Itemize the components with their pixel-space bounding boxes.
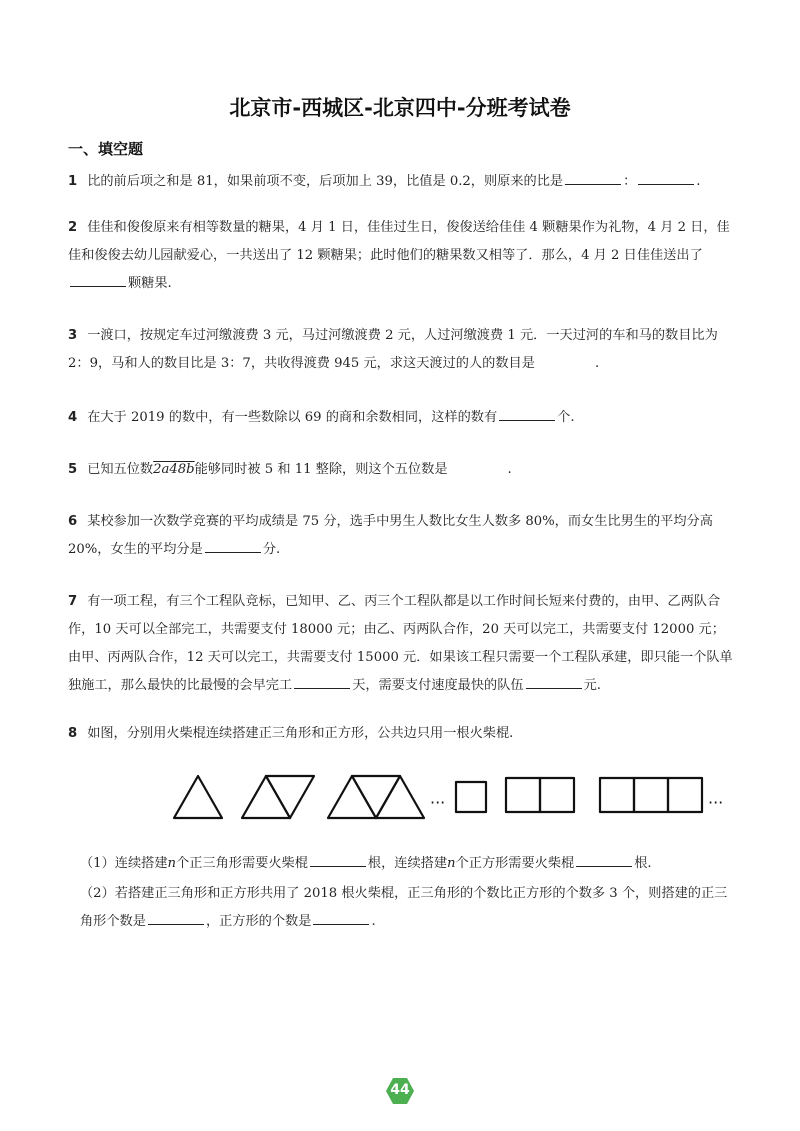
- question-number: 7: [68, 594, 78, 609]
- question-end: .: [507, 462, 512, 477]
- triangle-shape: [266, 776, 314, 818]
- question-text-tail: 能够同时被 5 和 11 整除，则这个五位数是: [194, 462, 448, 477]
- question-6: [68, 508, 734, 564]
- question-text-mid: 天，需要支付速度最快的队伍: [352, 678, 524, 693]
- question-end: .: [594, 356, 600, 371]
- question-text: 有一项工程，有三个工程队竞标，已知甲、乙、丙三个工程队都是以工作时间长短来付费的，由甲、乙两队合作，10 天可以全部完工，共需要支付 18000 元；由乙、丙两队合作，20 天可以完工，共需要支付 12000 元；由甲、丙两队合作，12 天可以完工，共需要支付 15000 元．如果该工程只需要一个工程队承建，即只能一个队单独施工，那么最快的比最慢的会早完工: [68, 594, 733, 693]
- page-number: 44: [390, 1082, 410, 1098]
- square-shape: [634, 778, 668, 812]
- square-shape: [540, 778, 574, 812]
- ratio-separator: ：: [623, 174, 637, 189]
- question-number: 2: [68, 220, 78, 235]
- question-text: 一渡口，按规定车过河缴渡费 3 元，马过河缴渡费 2 元，人过河缴渡费 1 元．一天过河的车和马的数目比为 2：9，马和人的数目比是 3：7，共收得渡费 945 元，求这天渡过的人的数目是: [68, 328, 718, 371]
- triangle-shape: [242, 776, 290, 818]
- question-number: 8: [68, 726, 78, 741]
- answer-blank[interactable]: [313, 910, 369, 925]
- question-text-tail: 颗糖果.: [128, 276, 172, 291]
- variable-n: n: [167, 856, 177, 871]
- question-text: 在大于 2019 的数中，有一些数除以 69 的商和余数相同，这样的数有: [87, 410, 498, 425]
- question-4: [68, 404, 734, 432]
- matchstick-figure: [170, 768, 740, 828]
- question-3: [68, 322, 734, 378]
- section-heading: 一、填空题: [68, 140, 144, 158]
- ellipsis-1: ···: [430, 793, 446, 812]
- page-number-badge: [385, 1076, 415, 1106]
- question-text: 如图，分别用火柴棍连续搭建正三角形和正方形，公共边只用一根火柴棍.: [87, 726, 514, 741]
- question-end: .: [696, 174, 701, 189]
- answer-blank[interactable]: [565, 170, 621, 185]
- square-shape: [456, 782, 486, 812]
- question-text: 佳佳和俊俊原来有相等数量的糖果，4 月 1 日，佳佳过生日，俊俊送给佳佳 4 颗糖果作为礼物，4 月 2 日，佳佳和俊俊去幼儿园献爱心，一共送出了 12 颗糖果；此时他们的糖果数又相等了．那么，4 月 2 日佳佳送出了: [68, 220, 730, 263]
- subquestion-2: [80, 880, 740, 936]
- sub-text: 若搭建正三角形和正方形共用了 2018 根火柴棍，正三角形的个数比正方形的个数多 3 个，则搭建的正三角形个数是: [80, 886, 728, 929]
- subquestion-1: [80, 850, 740, 878]
- triangle-shape: [352, 776, 400, 818]
- question-1: [68, 168, 734, 196]
- sub-text: 根.: [634, 856, 652, 871]
- answer-blank[interactable]: [148, 910, 204, 925]
- question-text-tail: 分.: [262, 542, 281, 557]
- triangle-shape: [328, 776, 376, 818]
- square-shape: [600, 778, 634, 812]
- variable-n: n: [447, 856, 456, 871]
- question-text: 已知五位数: [87, 462, 154, 477]
- answer-blank[interactable]: [294, 674, 350, 689]
- square-shape: [668, 778, 702, 812]
- answer-blank[interactable]: [638, 170, 694, 185]
- sub-text: 个正方形需要火柴棍: [455, 856, 575, 871]
- question-7: [68, 588, 734, 700]
- question-number: 4: [68, 410, 78, 425]
- page-title: 北京市-西城区-北京四中-分班考试卷: [229, 96, 571, 120]
- sub-text: ，正方形的个数是: [205, 914, 312, 929]
- question-text-tail: 元.: [583, 678, 602, 693]
- question-number: 3: [68, 328, 78, 343]
- question-text: 比的前后项之和是 81，如果前项不变，后项加上 39，比值是 0.2，则原来的比是: [87, 174, 564, 189]
- answer-blank[interactable]: [310, 852, 366, 867]
- question-number: 1: [68, 174, 78, 189]
- sub-label: （2）: [80, 886, 115, 901]
- square-shape: [506, 778, 540, 812]
- question-8: [68, 720, 734, 748]
- answer-blank[interactable]: [205, 538, 261, 553]
- sub-label: （1）: [80, 856, 115, 871]
- five-digit-number: 2a48b: [153, 462, 195, 477]
- triangle-shape: [376, 776, 424, 818]
- sub-text: 个正三角形需要火柴棍: [176, 856, 308, 871]
- question-5: [68, 456, 734, 484]
- sub-text: 根，连续搭建: [367, 856, 448, 871]
- answer-blank[interactable]: [499, 406, 555, 421]
- question-text: 某校参加一次数学竞赛的平均成绩是 75 分，选手中男生人数比女生人数多 80%，而女生比男生的平均分高 20%，女生的平均分是: [68, 514, 713, 557]
- answer-blank[interactable]: [537, 352, 593, 367]
- question-2: [68, 214, 734, 298]
- question-text-tail: 个.: [557, 410, 575, 425]
- sub-text: 连续搭建: [114, 856, 168, 871]
- question-number: 6: [68, 514, 78, 529]
- answer-blank[interactable]: [526, 674, 582, 689]
- answer-blank[interactable]: [576, 852, 632, 867]
- triangle-shape: [174, 776, 222, 818]
- sub-text: .: [371, 914, 376, 929]
- ellipsis-2: ···: [708, 793, 724, 812]
- answer-blank[interactable]: [70, 272, 126, 287]
- question-number: 5: [68, 462, 78, 477]
- answer-blank[interactable]: [450, 458, 506, 473]
